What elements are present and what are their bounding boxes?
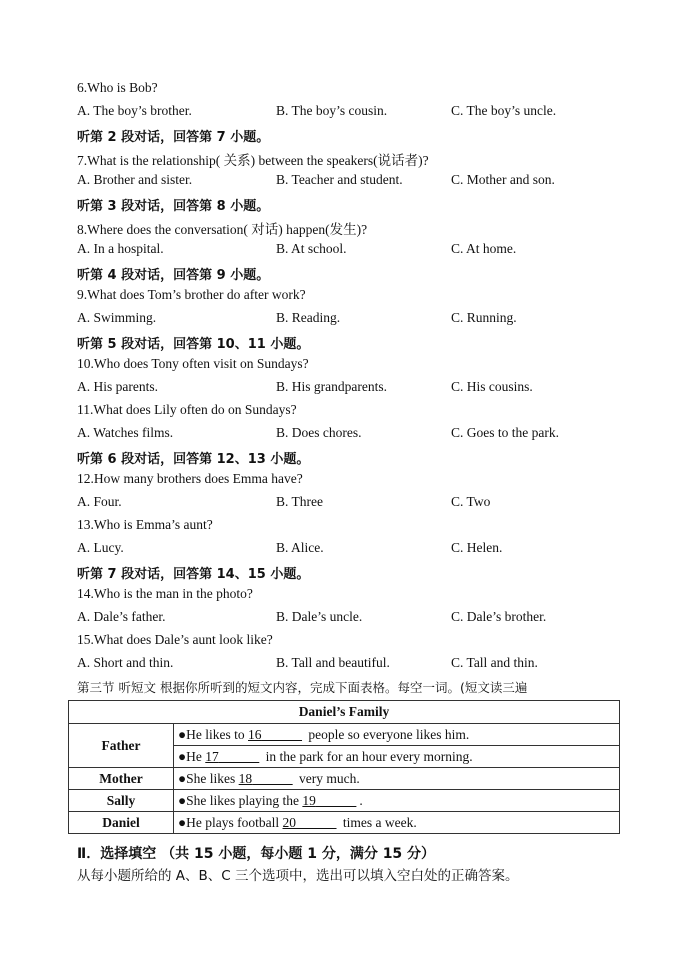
option-c[interactable]: C. Two [451,494,491,509]
question-text: 14.Who is the man in the photo? [77,586,253,601]
option-b[interactable]: B. Three [276,494,323,509]
option-a[interactable]: A. Brother and sister. [77,172,193,187]
table-title: Daniel’s Family [69,701,620,724]
option-b[interactable]: B. At school. [276,241,347,256]
option-a[interactable]: A. His parents. [77,379,158,394]
option-a[interactable]: A. The boy’s brother. [77,103,192,118]
blank-20[interactable]: 20 [282,814,297,830]
section-heading: 听第 3 段对话，回答第 8 小题。 [77,199,270,214]
part3-instruction: 第三节 听短文 根据你所听到的短文内容，完成下面表格。每空一词。(短文读三遍 [77,680,528,695]
section-heading: 听第 2 段对话，回答第 7 小题。 [77,130,270,145]
option-c[interactable]: C. Goes to the park. [451,425,559,440]
blank-17[interactable]: 17 [205,748,219,764]
option-b[interactable]: B. Reading. [276,310,341,325]
question-text: 11.What does Lily often do on Sundays? [77,402,297,417]
row-label-daniel: Daniel [69,812,174,834]
option-c[interactable]: C. The boy’s uncle. [451,103,557,118]
table-row-mother [69,768,620,790]
option-a[interactable]: A. Lucy. [77,540,124,555]
father-line-2: ●He 17 in the park for an hour every morning. [174,746,620,768]
table-row-daniel [69,812,620,834]
row-label-sally: Sally [69,790,174,812]
option-b[interactable]: B. The boy’s cousin. [276,103,388,118]
question-text: 7.What is the relationship( 关系) between the speakers(说话者)? [77,153,429,168]
part2-instruction: 从每小题所给的 A、B、C 三个选项中，选出可以填入空白处的正确答案。 [77,868,519,884]
section-heading: 听第 4 段对话，回答第 9 小题。 [77,268,270,283]
sally-line: ●She likes playing the 19 . [174,790,620,812]
option-c[interactable]: C. Tall and thin. [451,655,538,670]
option-a[interactable]: A. Swimming. [77,310,157,325]
table-row-sally [69,790,620,812]
question-text: 9.What does Tom’s brother do after work? [77,287,306,302]
daniel-family-table [68,700,620,834]
blank-16[interactable]: 16 [248,726,262,742]
table-row-father-1 [69,724,620,746]
option-b[interactable]: B. Does chores. [276,425,362,440]
daniel-line: ●He plays football 20 times a week. [174,812,620,834]
row-label-mother: Mother [69,768,174,790]
option-c[interactable]: C. Helen. [451,540,503,555]
section-heading: 听第 6 段对话，回答第 12、13 小题。 [77,452,310,467]
option-b[interactable]: B. Alice. [276,540,324,555]
question-text: 15.What does Dale’s aunt look like? [77,632,273,647]
section-heading: 听第 5 段对话，回答第 10、11 小题。 [77,337,310,352]
option-a[interactable]: A. In a hospital. [77,241,164,256]
option-c[interactable]: C. At home. [451,241,517,256]
option-a[interactable]: A. Short and thin. [77,655,174,670]
question-text: 13.Who is Emma’s aunt? [77,517,213,532]
option-b[interactable]: B. Tall and beautiful. [276,655,390,670]
option-c[interactable]: C. His cousins. [451,379,533,394]
mother-line: ●She likes 18 very much. [174,768,620,790]
row-label-father: Father [69,724,174,768]
father-line-1: ●He likes to 16 people so everyone likes him. [174,724,620,746]
option-a[interactable]: A. Dale’s father. [77,609,166,624]
blank-19[interactable]: 19 [302,792,316,808]
section-heading: 听第 7 段对话，回答第 14、15 小题。 [77,567,310,582]
option-b[interactable]: B. Teacher and student. [276,172,403,187]
option-c[interactable]: C. Running. [451,310,517,325]
option-b[interactable]: B. His grandparents. [276,379,387,394]
option-c[interactable]: C. Mother and son. [451,172,555,187]
part2-heading: Ⅱ．选择填空 （共 15 小题，每小题 1 分，满分 15 分） [77,846,436,862]
question-text: 8.Where does the conversation( 对话) happen(发生)? [77,222,368,237]
question-text: 6.Who is Bob? [77,80,158,95]
option-b[interactable]: B. Dale’s uncle. [276,609,363,624]
table-header-row [69,701,620,724]
option-c[interactable]: C. Dale’s brother. [451,609,547,624]
blank-18[interactable]: 18 [238,770,253,786]
question-text: 10.Who does Tony often visit on Sundays? [77,356,309,371]
option-a[interactable]: A. Four. [77,494,122,509]
option-a[interactable]: A. Watches films. [77,425,174,440]
question-text: 12.How many brothers does Emma have? [77,471,303,486]
